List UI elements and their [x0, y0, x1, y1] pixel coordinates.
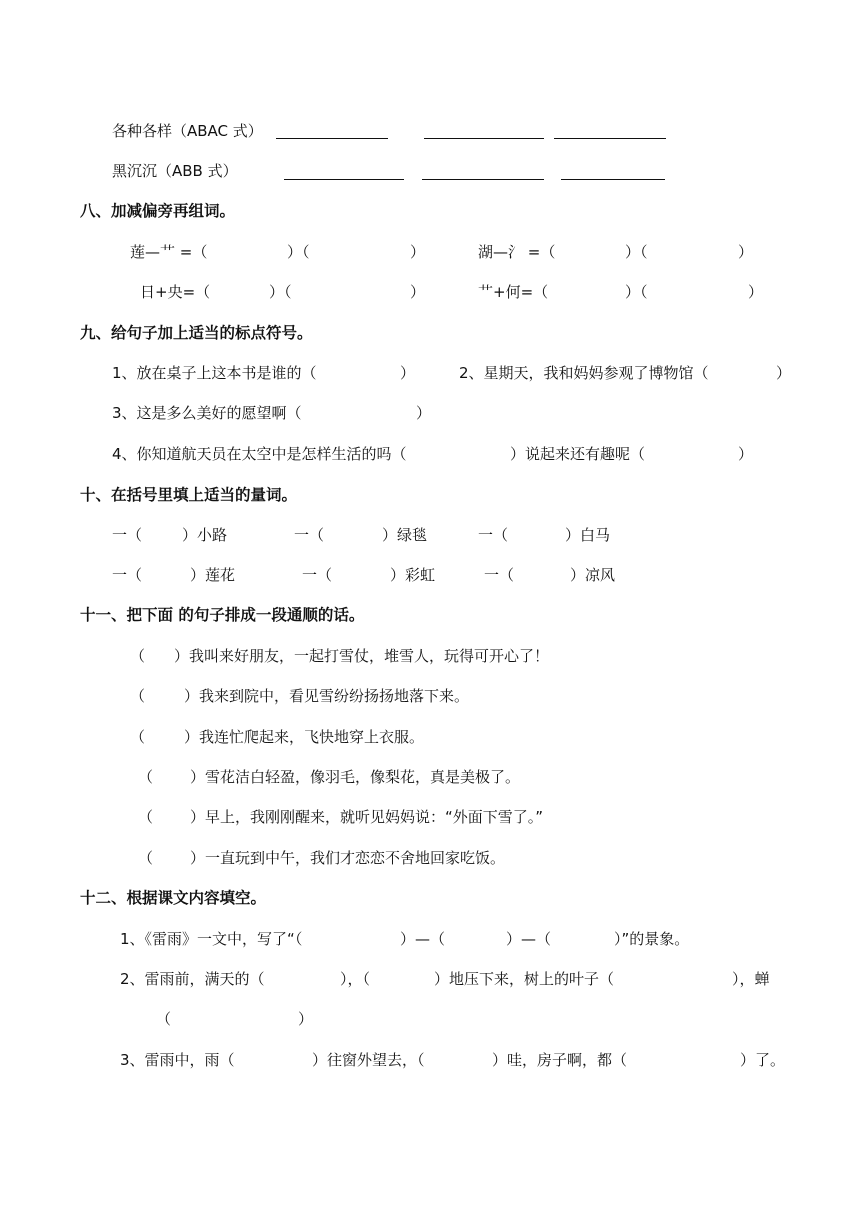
punct-4-a: 4、你知道航天员在太空中是怎样生活的吗（	[112, 445, 407, 463]
punct-2-a: 2、星期天，我和妈妈参观了博物馆（	[459, 364, 709, 382]
abac-blank-2[interactable]	[424, 138, 544, 139]
measure-5-close: ）彩虹	[390, 566, 436, 584]
punct-2-b: ）	[776, 364, 792, 382]
measure-6-open: 一（	[484, 566, 515, 584]
fill-2-c: ）地压下来，树上的叶子（	[434, 970, 615, 988]
abac-blank-3[interactable]	[554, 138, 666, 139]
abac-label: 各种各样（ABAC 式）	[112, 122, 263, 140]
abb-blank-3[interactable]	[561, 179, 665, 180]
fill-3-b: ）往窗外望去，（	[312, 1051, 425, 1069]
section-9-heading: 九、给句子加上适当的标点符号。	[80, 324, 313, 342]
order-sentence-3: ）我连忙爬起来，飞快地穿上衣服。	[184, 728, 425, 746]
measure-5-open: 一（	[302, 566, 333, 584]
radical-item-1-a: 莲—艹 =（	[130, 243, 208, 261]
radical-item-2-c: ）	[738, 243, 754, 261]
section-11-heading: 十一、把下面 的句子排成一段通顺的话。	[80, 606, 365, 624]
radical-item-1-c: ）	[410, 243, 426, 261]
radical-item-3-a: 日+央=（	[140, 283, 211, 301]
order-1-open: （	[130, 647, 146, 665]
measure-3-open: 一（	[478, 526, 509, 544]
order-sentence-2: ）我来到院中，看见雪纷纷扬扬地落下来。	[184, 687, 470, 705]
measure-2-open: 一（	[294, 526, 325, 544]
measure-1-open: 一（	[112, 526, 143, 544]
radical-item-1-b: ）（	[287, 243, 310, 261]
punct-1-a: 1、放在桌子上这本书是谁的（	[112, 364, 317, 382]
punct-4-c: ）	[738, 445, 754, 463]
abac-blank-1[interactable]	[276, 138, 388, 139]
section-10-heading: 十、在括号里填上适当的量词。	[80, 486, 298, 504]
radical-item-4-a: 艹+何=（	[478, 283, 549, 301]
order-sentence-4: ）雪花洁白轻盈，像羽毛，像梨花，真是美极了。	[190, 768, 521, 786]
radical-item-2-a: 湖—氵 =（	[478, 243, 556, 261]
order-sentence-5: ）早上，我刚刚醒来，就听见妈妈说：“外面下雪了。”	[190, 808, 544, 826]
fill-1-d: ）”的景象。	[614, 930, 690, 948]
order-sentence-1: ）我叫来好朋友，一起打雪仗，堆雪人，玩得可开心了！	[174, 647, 550, 665]
abb-blank-1[interactable]	[284, 179, 404, 180]
measure-4-close: ）莲花	[190, 566, 236, 584]
fill-3-a: 3、雷雨中，雨（	[120, 1051, 235, 1069]
order-2-open: （	[130, 687, 146, 705]
order-sentence-6: ）一直玩到中午，我们才恋恋不舍地回家吃饭。	[190, 849, 506, 867]
section-12-heading: 十二、根据课文内容填空。	[80, 889, 267, 907]
measure-2-close: ）绿毯	[382, 526, 428, 544]
radical-item-4-c: ）	[748, 283, 764, 301]
fill-3-c: ）哇，房子啊，都（	[492, 1051, 628, 1069]
fill-2-b: ），（	[340, 970, 371, 988]
order-6-open: （	[138, 849, 154, 867]
abb-label: 黑沉沉（ABB 式）	[112, 162, 238, 180]
fill-1-a: 1、《雷雨》一文中，写了“（	[120, 930, 303, 948]
fill-1-b: ）—（	[400, 930, 446, 948]
fill-2-e: （	[156, 1010, 172, 1028]
punct-3-b: ）	[416, 404, 432, 422]
fill-2-a: 2、雷雨前，满天的（	[120, 970, 265, 988]
punct-1-b: ）	[400, 364, 416, 382]
fill-3-d: ）了。	[740, 1051, 786, 1069]
order-4-open: （	[138, 768, 154, 786]
fill-2-d: ），蝉	[732, 970, 770, 988]
punct-3-a: 3、这是多么美好的愿望啊（	[112, 404, 302, 422]
radical-item-2-b: ）（	[625, 243, 648, 261]
measure-1-close: ）小路	[182, 526, 228, 544]
order-5-open: （	[138, 808, 154, 826]
measure-3-close: ）白马	[565, 526, 611, 544]
abb-blank-2[interactable]	[422, 179, 544, 180]
radical-item-3-c: ）	[410, 283, 426, 301]
punct-4-b: ）说起来还有趣呢（	[510, 445, 646, 463]
fill-2-f: ）	[298, 1010, 314, 1028]
measure-6-close: ）凉风	[570, 566, 616, 584]
order-3-open: （	[130, 728, 146, 746]
radical-item-3-b: ）（	[269, 283, 292, 301]
fill-1-c: ）—（	[506, 930, 552, 948]
radical-item-4-b: ）（	[625, 283, 648, 301]
measure-4-open: 一（	[112, 566, 143, 584]
section-8-heading: 八、加减偏旁再组词。	[80, 202, 236, 220]
